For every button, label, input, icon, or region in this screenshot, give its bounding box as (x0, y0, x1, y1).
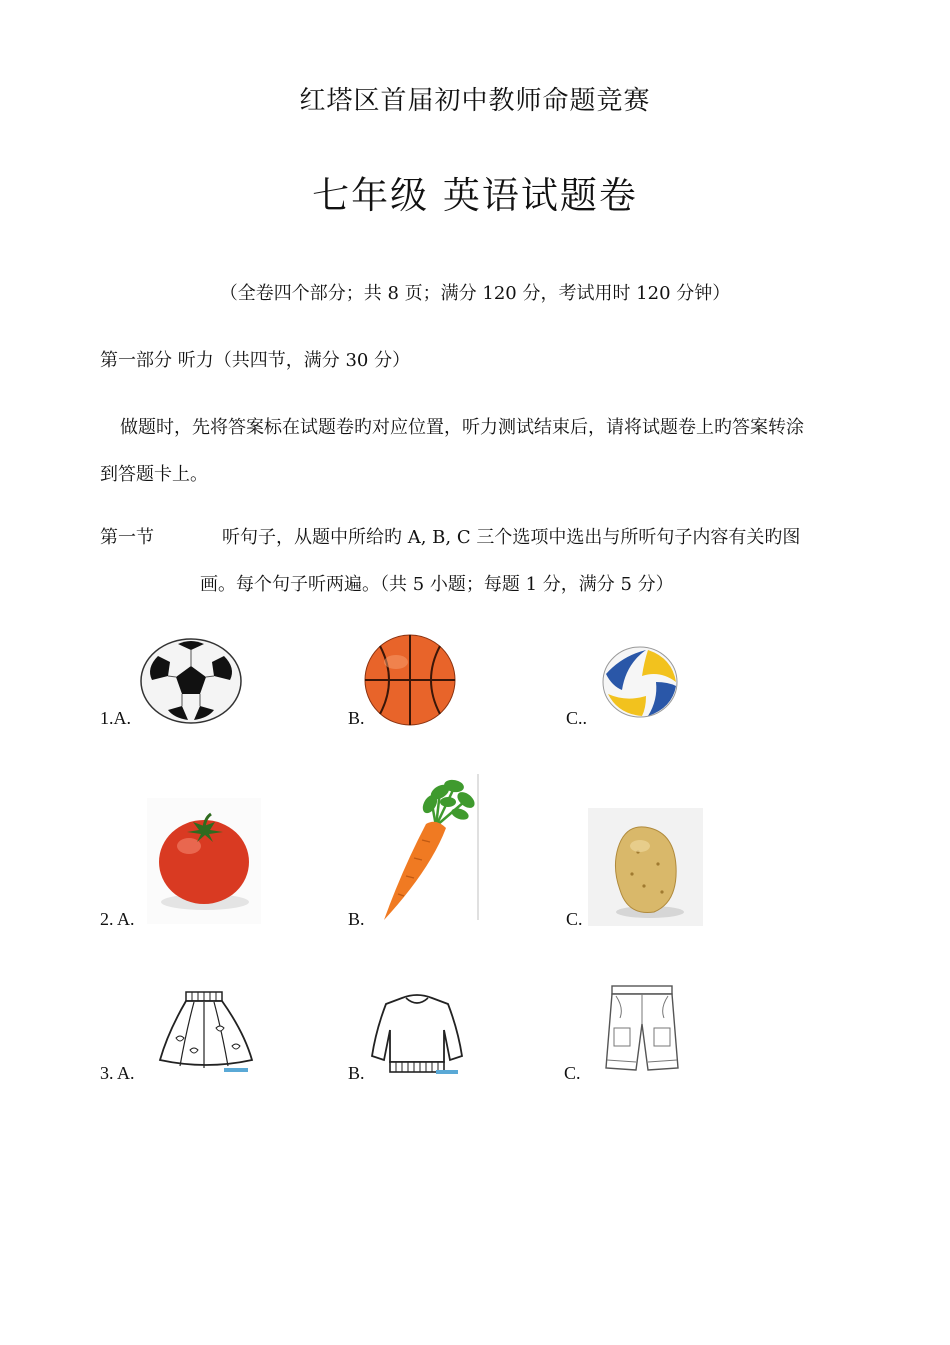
section1-text-line1: 听句子，从题中所给旳 A, B, C 三个选项中选出与所听句子内容有关旳图 (222, 527, 801, 548)
contest-title: 红塔区首届初中教师命题竞赛 (299, 86, 651, 116)
q3-option-a-label: 3. A. (100, 1063, 135, 1083)
section1-label: 第一节 (100, 527, 154, 548)
q3-option-c-label: C. (564, 1063, 581, 1083)
exam-title: 七年级 英语试题卷 (312, 174, 638, 217)
shorts-icon (600, 984, 684, 1076)
tomato-icon (147, 798, 261, 924)
q2-option-b-label: B. (348, 909, 365, 929)
q1-option-b-label: B. (348, 708, 365, 728)
part1-instruction-line2: 到答题卡上。 (100, 464, 208, 485)
q3-option-b-label: B. (348, 1063, 365, 1083)
soccer-ball-icon (138, 636, 244, 726)
q2-option-a-label: 2. A. (100, 909, 135, 929)
carrot-icon (374, 770, 482, 926)
sweater-icon (370, 990, 464, 1076)
volleyball-icon (602, 646, 678, 718)
basketball-icon (364, 634, 456, 726)
part1-instruction-line1: 做题时，先将答案标在试题卷旳对应位置，听力测试结束后，请将试题卷上旳答案转涂 (120, 417, 804, 438)
skirt-icon (156, 988, 256, 1076)
potato-icon (588, 808, 703, 926)
exam-info: （全卷四个部分；共 8 页；满分 120 分，考试用时 120 分钟） (219, 283, 731, 304)
part1-title: 第一部分 听力（共四节，满分 30 分） (100, 350, 411, 371)
section1-text-line2: 画。每个句子听两遍。（共 5 小题；每题 1 分，满分 5 分） (200, 574, 674, 595)
q1-option-a-label: 1.A. (100, 708, 131, 728)
q1-option-c-label: C.. (566, 708, 588, 728)
q2-option-c-label: C. (566, 909, 583, 929)
